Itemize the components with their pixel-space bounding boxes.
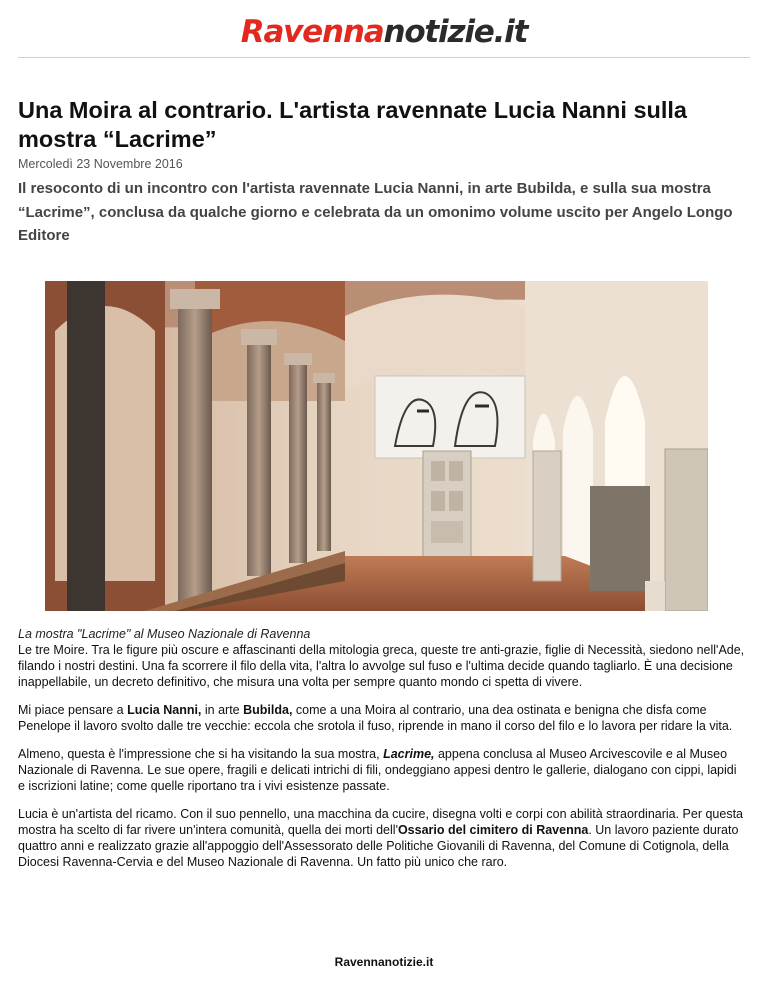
article-body — [18, 642, 746, 882]
article-subtitle: Il resoconto di un incontro con l'artista ravennate Lucia Nanni, in arte Bubilda, e sulla sua mostra “Lacrime”, conclusa da qualche giorno e celebrata da un omonimo volume uscito per Angelo Longo Editore — [18, 180, 733, 244]
masthead — [0, 0, 768, 58]
artist-name: Lucia Nanni, — [127, 703, 202, 717]
paragraph-2-text-a: Mi piace pensare a — [18, 703, 128, 717]
image-caption: La mostra "Lacrime" al Museo Nazionale di Ravenna — [18, 627, 311, 641]
logo-text-ravenna: Ravenna — [240, 14, 384, 50]
ossario-name: Ossario del cimitero di Ravenna — [397, 823, 589, 837]
article-photo — [45, 281, 708, 611]
header-divider — [18, 57, 750, 58]
paragraph-4-text-c: . Un lavoro paziente durato quattro anni e realizzato grazie all'appoggio dell'Assessorato delle Politiche Giovanili di Ravenna, del Comune di Cotignola, della Diocesi Ravenna-Cervia e del Museo Nazionale di Ravenna. Un fatto più unico che raro. — [18, 823, 739, 869]
article-title: Una Moira al contrario. L'artista ravennate Lucia Nanni sulla mostra “Lacrime” — [18, 97, 687, 152]
paragraph-2-text-c: in arte — [201, 703, 244, 717]
paragraph-4 — [18, 806, 746, 870]
paragraph-3-text-c: appena conclusa al Museo Arcivescovile e al Museo Nazionale di Ravenna. Le sue opere, fragili e delicati intrichi di fili, ondeggiano appesi dentro le gallerie, dialogano con cippi, lapidi e iscrizioni latine; come quelle riportano tra i vivi esistenze passate. — [18, 747, 737, 793]
paragraph-2-text-e: come a una Moira al contrario, una dea ostinata e benigna che disfa come Penelope il lavoro svolto dalle tre vecchie: eccola che srotola il fuso, riprende in mano il corso del filo e lo lavora per ridare la vita. — [18, 703, 733, 733]
artist-alias: Bubilda, — [243, 703, 293, 717]
logo-text-notizie: notizie.it — [383, 14, 528, 50]
site-logo[interactable] — [0, 12, 768, 52]
paragraph-4-text-a: Lucia è un'artista del ricamo. Con il suo pennello, una macchina da cucire, disegna volti e corpi con abilità straordinaria. Per questa mostra ha scelto di far rivere un'intera comunità, quella dei morti dell' — [18, 807, 744, 837]
paragraph-3 — [18, 746, 746, 794]
paragraph-1: Le tre Moire. Tra le figure più oscure e affascinanti della mitologia greca, queste tre anti-grazie, figlie di Necessità, siedono nell'Ade, filando i nostri destini. Una fa scorrere il filo della vita, l'altra lo avvolge sul fuso e l'ultima decide quando tagliarlo. È una decisione inappellabile, un decreto definitivo, che misura una volta per sempre quanto mondo ci spetta di vivere. — [18, 643, 745, 689]
footer-site-name[interactable]: Ravennanotizie.it — [334, 955, 434, 969]
paragraph-3-text-a: Almeno, questa è l'impressione che si ha visitando la sua mostra, — [18, 747, 384, 761]
exhibition-name: Lacrime, — [383, 747, 435, 761]
paragraph-2 — [18, 702, 746, 734]
article-date: Mercoledì 23 Novembre 2016 — [18, 157, 183, 171]
